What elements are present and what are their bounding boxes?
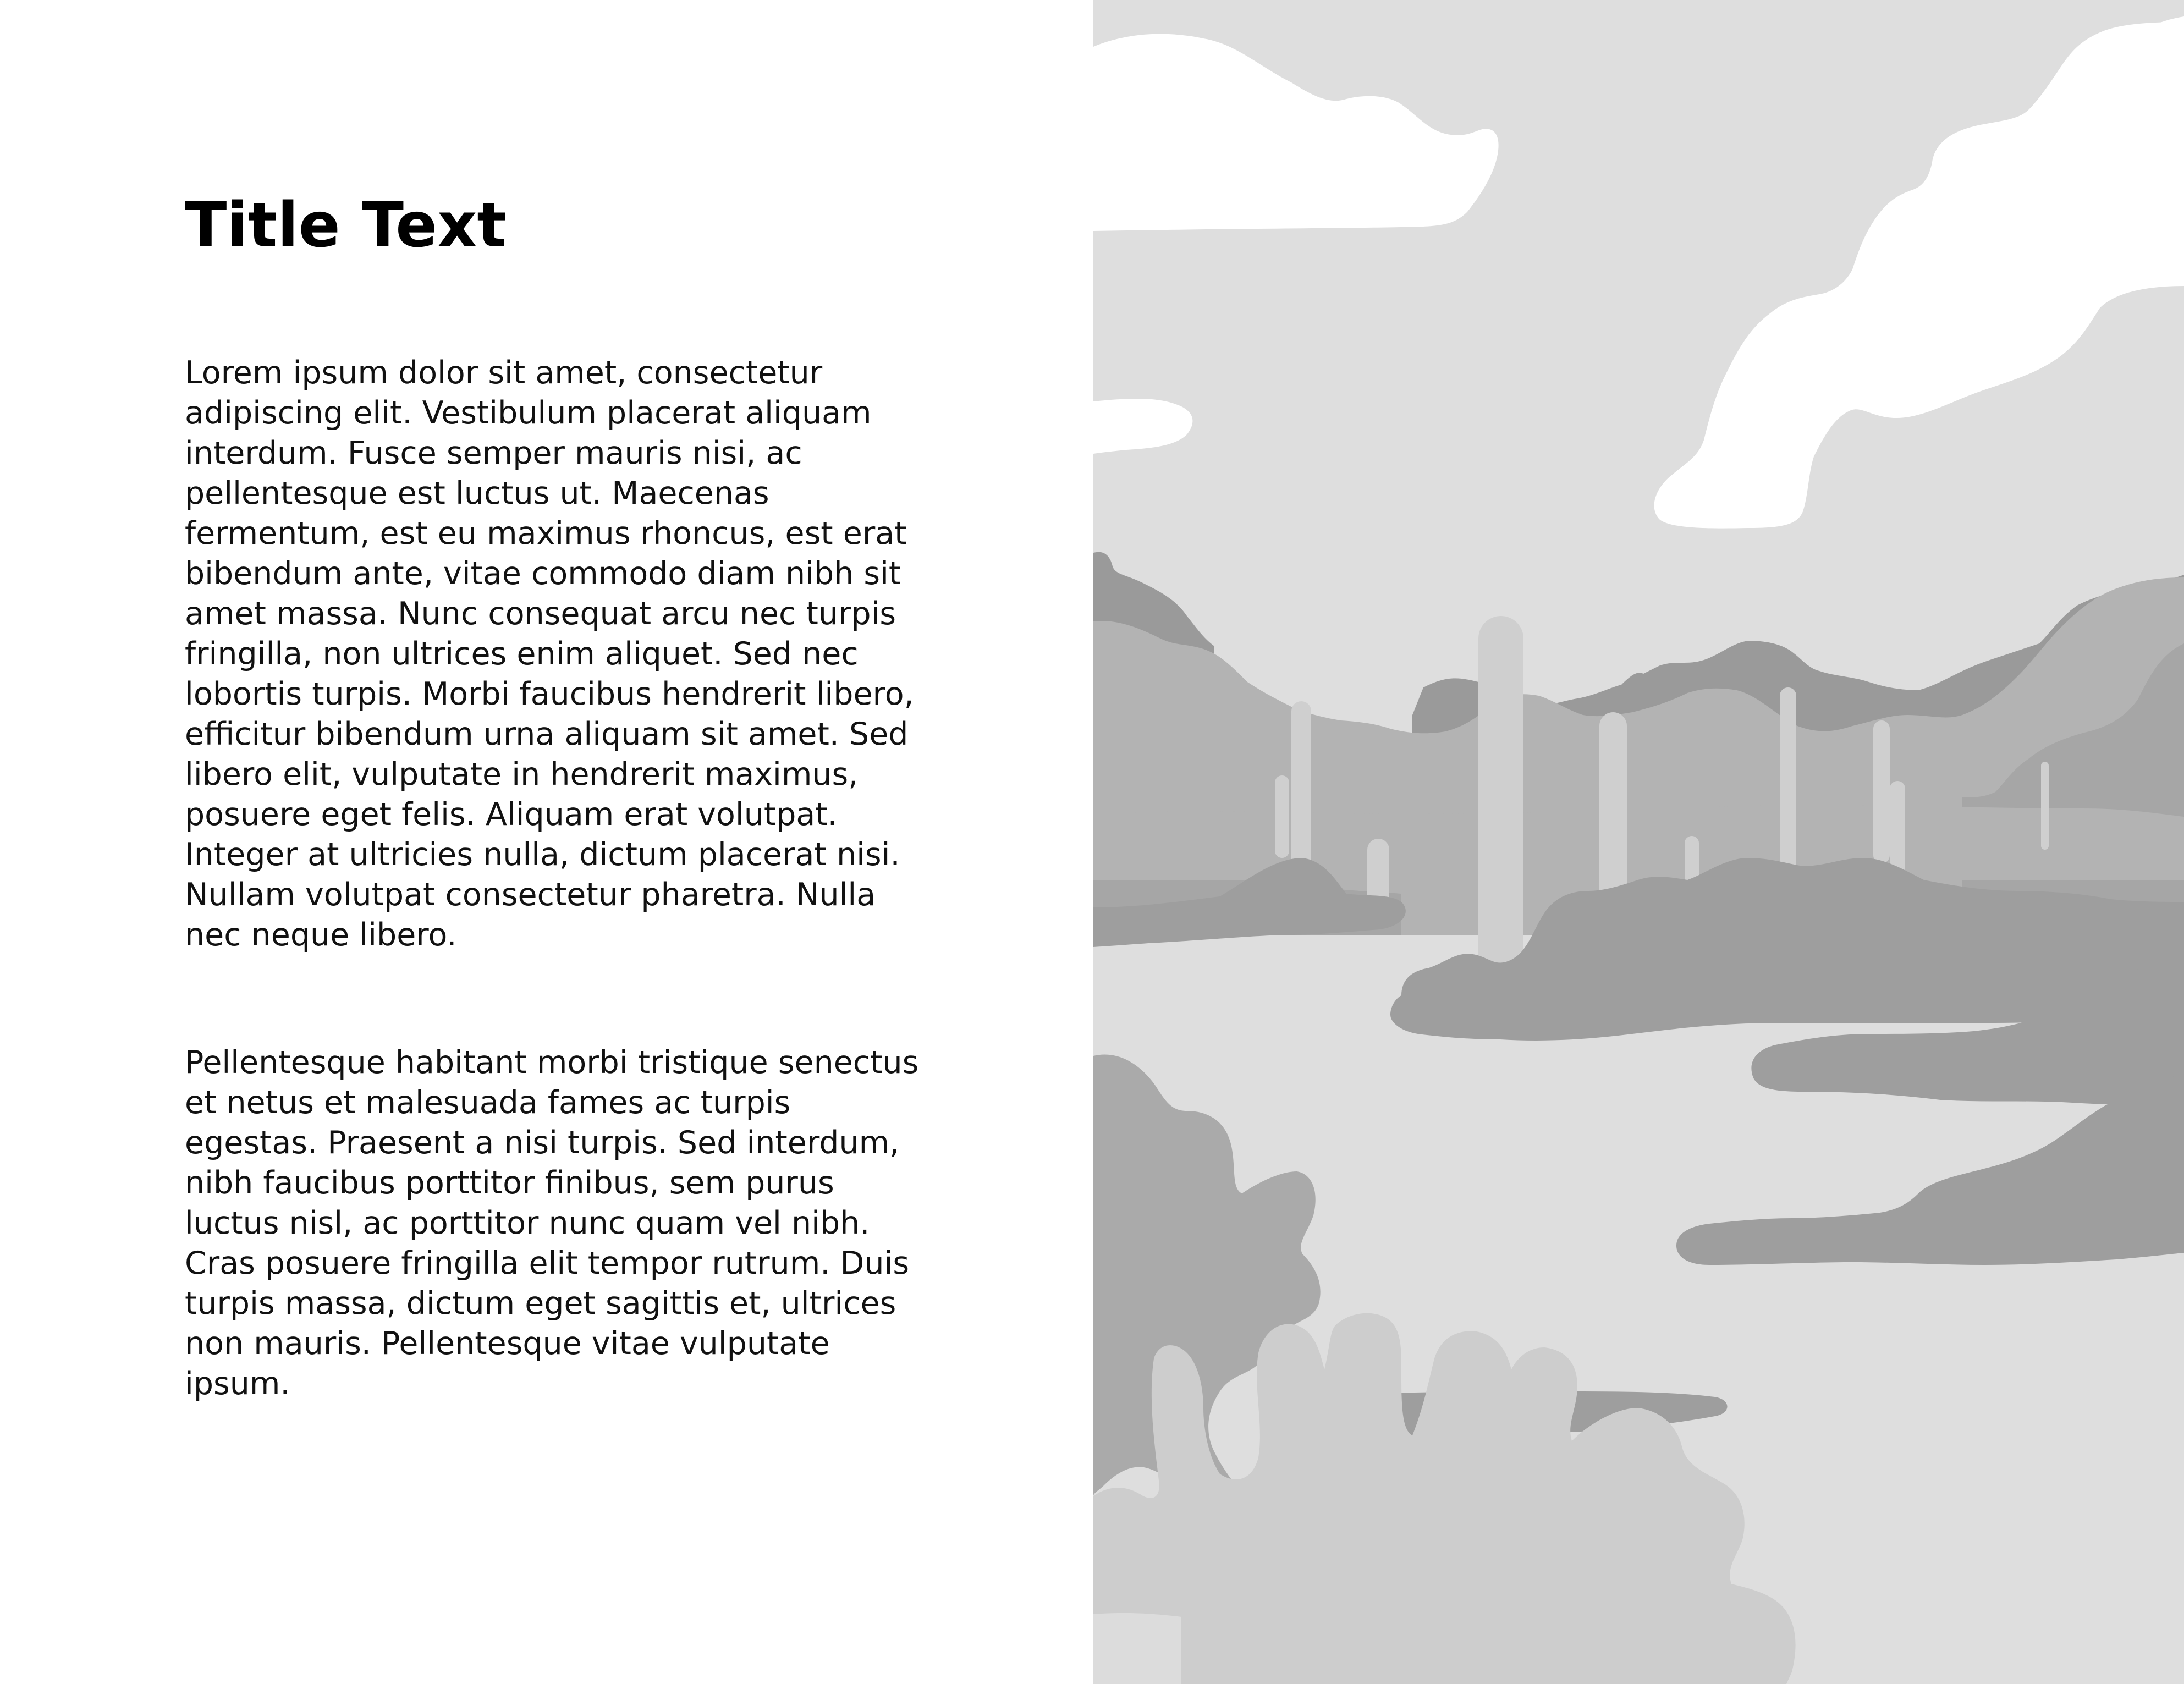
page-title: Title Text [185,190,507,261]
body-paragraph-2: Pellentesque habitant morbi tristique senectus et netus et malesuada fames ac turpis egestas. Praesent a nisi turpis. Sed interdum, nibh faucibus porttitor finibus, sem purus luctus nisl, ac porttitor nunc quam vel nibh. Cras posuere fringilla elit tempor rutrum. Duis turpis massa, dictum eget sagittis et, ultrices non mauris. Pellentesque vitae vulputate ipsum. [185,1044,919,1402]
cactus-7 [1873,720,1890,863]
cactus-3 [1478,616,1523,1001]
landscape-illustration [1093,0,2184,1684]
landscape-svg [1093,0,2184,1684]
body-paragraph-1: Lorem ipsum dolor sit amet, consectetur adipiscing elit. Vestibulum placerat aliquam interdum. Fusce semper mauris nisi, ac pellentesque est luctus ut. Maecenas fermentum, est eu maximus rhoncus, est erat bibendum ante, vitae commodo diam nibh sit amet massa. Nunc consequat arcu nec turpis fringilla, non ultrices enim aliquet. Sed nec lobortis turpis. Morbi faucibus hendrerit libero, efficitur bibendum urna aliquam sit amet. Sed libero elit, vulputate in hendrerit maximus, posuere eget felis. Aliquam erat volutpat. Integer at ultricies nulla, dictum placerat nisi. Nullam volutpat consectetur pharetra. Nulla nec neque libero. [185,355,914,953]
cactus-1-arm [1275,775,1289,858]
cactus-6 [1780,687,1796,874]
band-mid [1093,805,2184,880]
cactus-7-arm [1890,781,1905,874]
cactus-8 [2041,762,2049,850]
foreground-ground [1093,1613,1181,1684]
